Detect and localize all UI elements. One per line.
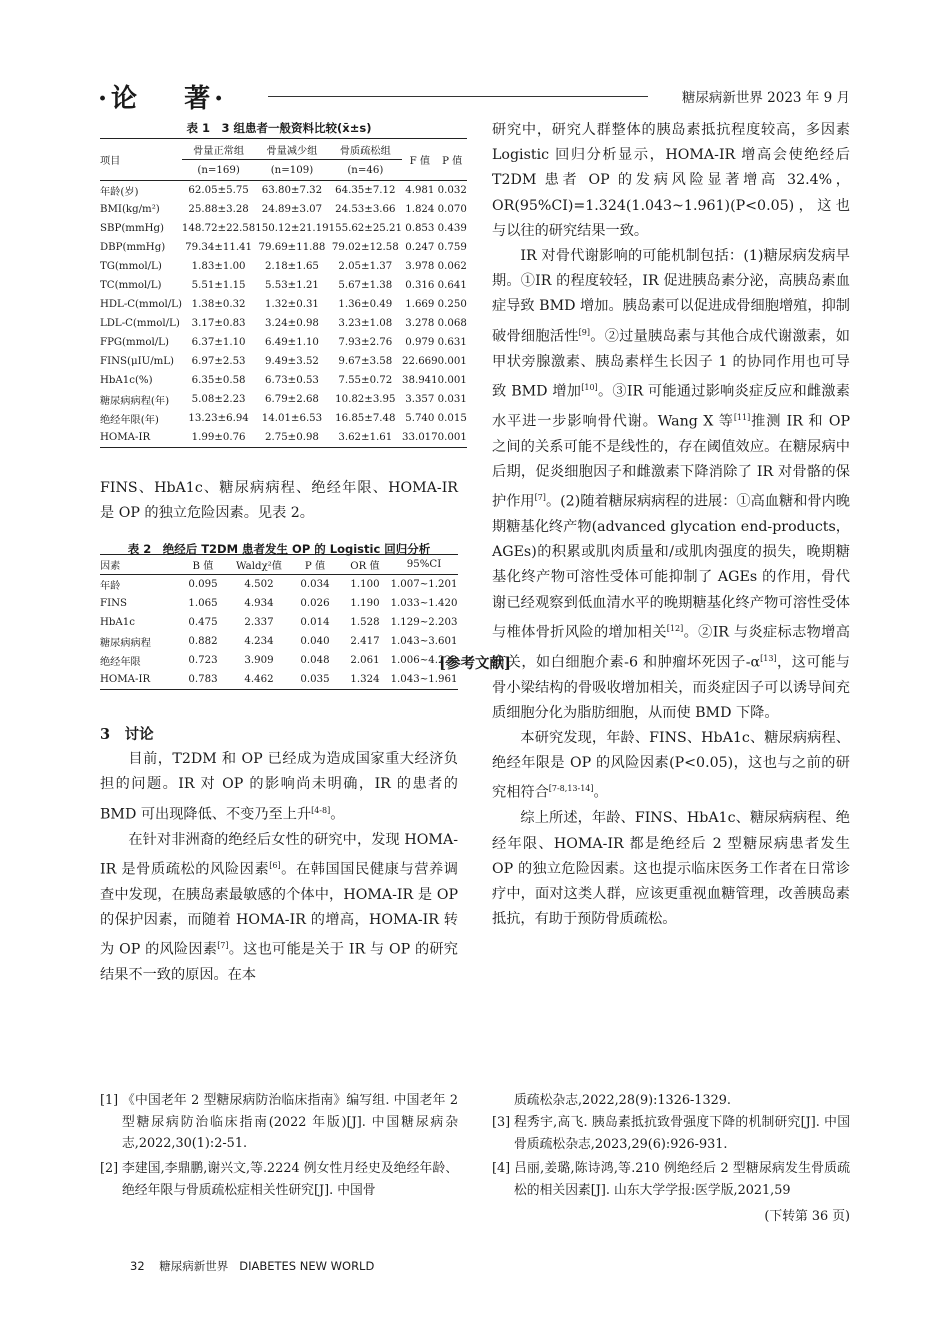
section-heading: 3 讨论 xyxy=(100,726,154,743)
table-cell: 25.88±3.28 xyxy=(188,204,249,215)
table1-caption: 表 1 3 组患者一般资料比较(x̄±s) xyxy=(186,121,372,135)
table-row xyxy=(100,575,458,595)
table-cell: 0.070 xyxy=(437,204,467,215)
table1-body xyxy=(100,181,467,448)
table-row xyxy=(100,352,467,371)
table-cell: 5.51±1.15 xyxy=(191,280,246,291)
table-row xyxy=(100,181,467,201)
table-cell: 1.38±0.32 xyxy=(191,299,246,310)
table-cell: HbA1c xyxy=(100,617,135,628)
table2-header-cell: OR 值 xyxy=(340,555,390,575)
table-cell: HDL-C(mmol/L) xyxy=(100,299,182,310)
page-number: 32 xyxy=(130,1259,145,1273)
table-cell: 0.641 xyxy=(437,280,467,291)
table-cell: 0.095 xyxy=(188,579,218,590)
citation: [13] xyxy=(760,653,777,663)
citation: [7] xyxy=(534,493,546,503)
table-cell: 1.99±0.76 xyxy=(182,428,255,448)
table-cell: 糖尿病病程 xyxy=(100,638,151,649)
table-cell: 0.048 xyxy=(300,655,330,666)
paragraph: 目前，T2DM 和 OP 已经成为造成国家重大经济负担的问题。IR 对 OP 的影响尚未明确，IR 的患者的 BMD 可出现降低、不变乃至上升[4-8]。 xyxy=(100,751,458,823)
table-cell: 1.824 xyxy=(405,204,435,215)
table-cell: 4.981 xyxy=(402,181,438,201)
citation: [6] xyxy=(269,860,281,870)
table-cell: 148.72±22.58 xyxy=(181,223,256,234)
journal-name-cn: 糖尿病新世界 xyxy=(159,1259,229,1273)
table-cell: 1.669 xyxy=(405,299,435,310)
table-cell: 3.278 xyxy=(405,318,435,329)
table-cell: 0.040 xyxy=(300,636,330,647)
references-heading: [参考文献] xyxy=(439,655,511,672)
table-cell: 0.783 xyxy=(178,670,228,690)
table-row xyxy=(100,594,458,613)
table-cell: 5.740 xyxy=(405,413,435,424)
table-row xyxy=(100,613,458,632)
table-cell: 1.033~1.420 xyxy=(390,598,458,609)
table-cell: 1.528 xyxy=(350,617,380,628)
table-cell: 0.475 xyxy=(188,617,218,628)
table-cell: 3.24±0.98 xyxy=(265,318,319,329)
table-cell: 4.502 xyxy=(244,579,274,590)
table-cell: 63.80±7.32 xyxy=(255,181,328,201)
table-cell: 24.89±3.07 xyxy=(261,204,323,215)
paragraph: FINS、HbA1c、糖尿病病程、绝经年限、HOMA-IR 是 OP 的独立危险因素。见表 2。 xyxy=(100,480,458,522)
table2-header-cell: 因素 xyxy=(100,555,178,575)
table-cell: HOMA-IR xyxy=(100,670,178,690)
table-cell: 0.015 xyxy=(437,413,467,424)
table1-header-n: (n=46) xyxy=(329,160,402,181)
citation: [11] xyxy=(733,412,751,422)
table-cell: FPG(mmol/L) xyxy=(100,337,169,348)
reference-item: 质疏松杂志,2022,28(9):1326-1329. xyxy=(514,1093,731,1108)
table-cell: 3.23±1.08 xyxy=(338,318,393,329)
table-row xyxy=(100,333,467,352)
reference-item: [3] 程秀宇,高飞. 胰岛素抵抗致骨强度下降的机制研究[J]. 中国骨质疏松杂志,2023,29(6):926-931. xyxy=(492,1115,850,1152)
table-cell: HbA1c(%) xyxy=(100,375,153,386)
table-cell: 0.001 xyxy=(437,356,467,367)
table-cell: 4.234 xyxy=(244,636,274,647)
table-cell: 0.026 xyxy=(300,598,330,609)
table-cell: 0.439 xyxy=(437,223,467,234)
table-cell: 3.978 xyxy=(405,261,435,272)
table-cell: 0.031 xyxy=(437,394,467,405)
citation: [9] xyxy=(578,327,591,337)
table-row xyxy=(100,314,467,333)
right-column xyxy=(492,118,850,932)
paragraph: 综上所述，年龄、FINS、HbA1c、糖尿病病程、绝经年限、HOMA-IR 都是绝经后 2 型糖尿病患者发生 OP 的独立危险因素。这也提示临床医务工作者在日常诊疗中，面对这类人群，应该更重视血糖管理，改善胰岛素抵抗，有助于预防骨质疏松。 xyxy=(492,810,850,928)
table-cell: 0.250 xyxy=(437,299,467,310)
table-cell: 0.001 xyxy=(438,428,467,448)
table-cell: 14.01±6.53 xyxy=(261,413,323,424)
paragraph: 研究中，研究人群整体的胰岛素抵抗程度较高，多因素 Logistic 回归分析显示，HOMA-IR 增高会使绝经后 T2DM 患者 OP 的发病风险显著增高 32.4%，OR(95%CI)=1.324(1.043~1.961)(P<0.05)，这也与以往的研究结果一致。 xyxy=(492,122,850,239)
table-cell: 5.67±1.38 xyxy=(338,280,393,291)
table-cell: 79.34±11.41 xyxy=(185,242,253,253)
table2-header-cell: 95%CI xyxy=(390,555,458,575)
section-label: ·论 著· xyxy=(98,84,228,114)
table-cell: 0.247 xyxy=(405,242,435,253)
table-cell: FINS(μIU/mL) xyxy=(100,356,175,367)
paragraph: 本研究发现，年龄、FINS、HbA1c、糖尿病病程、绝经年限是 OP 的风险因素(P<0.05)，这也与之前的研究相符合[7-8,13-14]。 xyxy=(492,730,850,802)
table-cell: 0.001 xyxy=(437,375,467,386)
table-cell: 1.190 xyxy=(350,598,380,609)
table1 xyxy=(100,138,467,448)
table-cell: TG(mmol/L) xyxy=(100,261,162,272)
page-footer xyxy=(130,1258,374,1274)
table2-header-cell: Waldχ²值 xyxy=(228,555,290,575)
table-cell: 0.316 xyxy=(405,280,435,291)
table-cell: 绝经年限(年) xyxy=(100,415,159,426)
table-cell: 33.017 xyxy=(402,428,438,448)
table-cell: 0.979 xyxy=(405,337,435,348)
citation: [12] xyxy=(666,623,684,633)
citation: [4-8] xyxy=(311,805,331,815)
table-cell: 6.79±2.68 xyxy=(265,394,319,405)
table-row xyxy=(100,390,467,409)
table-cell: 2.417 xyxy=(350,636,380,647)
table-cell: 0.759 xyxy=(437,242,467,253)
table-cell: 2.337 xyxy=(244,617,274,628)
table-cell: 2.061 xyxy=(350,655,380,666)
table-cell: SBP(mmHg) xyxy=(100,223,164,234)
table-row xyxy=(100,409,467,428)
table-cell: BMI(kg/m²) xyxy=(100,204,160,215)
table-cell: 62.05±5.75 xyxy=(182,181,255,201)
table-cell: 2.75±0.98 xyxy=(255,428,328,448)
table-cell: 1.32±0.31 xyxy=(265,299,319,310)
table-cell: 1.100 xyxy=(350,579,380,590)
table-cell: 0.034 xyxy=(300,579,330,590)
table-row xyxy=(100,371,467,390)
reference-item: [4] 吕丽,姜璐,陈诗鸿,等.210 例绝经后 2 型糖尿病发生骨质疏松的相关因素[J]. 山东大学学报:医学版,2021,59 xyxy=(492,1161,850,1198)
table-cell: 3.357 xyxy=(405,394,435,405)
table-cell: 1.324 xyxy=(340,670,390,690)
table-cell: LDL-C(mmol/L) xyxy=(100,318,180,329)
table-cell: 7.93±2.76 xyxy=(338,337,393,348)
table-cell: 3.62±1.61 xyxy=(329,428,402,448)
table-cell: 24.53±3.66 xyxy=(335,204,396,215)
table-cell: 1.007~1.201 xyxy=(390,579,458,590)
table-cell: 6.35±0.58 xyxy=(191,375,246,386)
table1-header-n: (n=169) xyxy=(182,160,255,181)
table-cell: 4.462 xyxy=(228,670,290,690)
table1-header-p: P 值 xyxy=(438,139,467,181)
table-cell: 0.068 xyxy=(437,318,467,329)
table-cell: 1.83±1.00 xyxy=(191,261,246,272)
table-cell: 16.85±7.48 xyxy=(335,413,396,424)
table-cell: 0.032 xyxy=(438,181,467,201)
table-cell: 4.934 xyxy=(244,598,274,609)
table-row xyxy=(100,632,458,651)
table-row xyxy=(100,276,467,295)
table-cell: 150.12±21.19 xyxy=(255,223,329,234)
table-cell: DBP(mmHg) xyxy=(100,242,166,253)
citation: [10] xyxy=(581,382,598,392)
table-cell: 糖尿病病程(年) xyxy=(100,396,170,407)
table1-header-item: 项目 xyxy=(100,139,182,181)
table-cell: 5.53±1.21 xyxy=(265,280,319,291)
table2-header-cell: B 值 xyxy=(178,555,228,575)
table-cell: 6.37±1.10 xyxy=(191,337,246,348)
table-cell: 年龄(岁) xyxy=(100,181,182,201)
table-row xyxy=(100,219,467,238)
table-cell: 64.35±7.12 xyxy=(329,181,402,201)
table-cell: 0.882 xyxy=(188,636,218,647)
table1-header-group: 骨质疏松组 xyxy=(329,139,402,160)
table-cell: 10.82±3.95 xyxy=(335,394,396,405)
table-cell: 79.02±12.58 xyxy=(331,242,399,253)
table-cell: 0.853 xyxy=(405,223,435,234)
table-cell: 3.909 xyxy=(244,655,274,666)
citation: [7-8,13-14] xyxy=(548,784,594,794)
table1-header-f: F 值 xyxy=(402,139,438,181)
table-cell: 0.062 xyxy=(437,261,467,272)
reference-item: [1] 《中国老年 2 型糖尿病防治临床指南》编写组. 中国老年 2 型糖尿病防治临床指南(2022 年版)[J]. 中国糖尿病杂志,2022,30(1):2-51. xyxy=(100,1093,458,1151)
table-cell: 9.67±3.58 xyxy=(338,356,393,367)
journal-date: 糖尿病新世界 2023 年 9 月 xyxy=(681,90,850,106)
continued-note: (下转第 36 页) xyxy=(764,1209,850,1224)
paragraph: IR 对骨代谢影响的可能机制包括：(1)糖尿病发病早期。①IR 的程度较轻，IR 促进胰岛素分泌，高胰岛素血症导致 BMD 增加。胰岛素可以促进成骨细胞增殖，抑制破骨细胞活性[9]。②过量胰岛素与其他合成代谢激素，如甲状旁腺激素、胰岛素样生长因子 1 的协同作用也可导致 BMD 增加[10]。③IR 可能通过影响炎症反应和雌激素水平进一步影响骨代谢。Wang X 等[11]推测 IR 和 OP 之间的关系可能不是线性的，存在阈值效应。在糖尿病中后期，促炎细胞因子和雌激素下降消除了 IR 对骨骼的保护作用[7]。(2)随着糖尿病病程的进展：①高血糖和骨内晚期糖基化终产物(advanced glycation end-products，AGEs)的积累或肌肉质量和/或肌肉强度的损失，晚期糖基化终产物可溶性受体可能抑制了 AGEs 的作用，骨代谢已经观察到低血清水平的晚期糖基化终产物可溶性受体与椎体骨折风险的增加相关[12]。②IR 与炎症标志物增高有关，如白细胞介素-6 和肿瘤坏死因子-α[13]，这可能与骨小梁结构的骨吸收增加相关，而炎症因子可以诱导间充质细胞分化为脂肪细胞，从而使 BMD 下降。 xyxy=(492,248,850,721)
table-cell: 6.73±0.53 xyxy=(265,375,319,386)
table-row xyxy=(100,238,467,257)
table-cell: 0.014 xyxy=(300,617,330,628)
table2-header-cell: P 值 xyxy=(290,555,340,575)
table-cell: 0.631 xyxy=(437,337,467,348)
table-cell: 9.49±3.52 xyxy=(265,356,319,367)
table-row xyxy=(100,257,467,276)
left-column-top xyxy=(100,476,458,526)
table-row xyxy=(100,428,467,448)
table-cell: 1.129~2.203 xyxy=(390,617,458,628)
table-cell: 7.55±0.72 xyxy=(338,375,393,386)
table-cell: 3.17±0.83 xyxy=(191,318,246,329)
table-cell: 5.08±2.23 xyxy=(191,394,246,405)
table-cell: 1.043~3.601 xyxy=(390,636,458,647)
table-cell: FINS xyxy=(100,598,127,609)
paragraph: 在针对非洲裔的绝经后女性的研究中，发现 HOMA-IR 是骨质疏松的风险因素[6]。在韩国国民健康与营养调查中发现，在胰岛素最敏感的个体中，HOMA-IR 是 OP 的保护因素，而随着 HOMA-IR 的增高，HOMA-IR 转为 OP 的风险因素[7]。这也可能是关于 IR 与 OP 的研究结果不一致的原因。在本 xyxy=(100,831,458,984)
citation: [7] xyxy=(217,941,229,951)
table-cell: 155.62±25.21 xyxy=(328,223,402,234)
table-cell: 13.23±6.94 xyxy=(188,413,249,424)
table-cell: 2.05±1.37 xyxy=(338,261,393,272)
table2-caption: 表 2 绝经后 T2DM 患者发生 OP 的 Logistic 回归分析 xyxy=(127,542,431,556)
table-cell: 38.941 xyxy=(402,375,438,386)
table-cell: 1.36±0.49 xyxy=(338,299,393,310)
table-cell: 0.035 xyxy=(290,670,340,690)
table-cell: 年龄 xyxy=(100,581,121,592)
table-row xyxy=(100,295,467,314)
table-cell: HOMA-IR xyxy=(100,428,182,448)
table-cell: 0.723 xyxy=(188,655,218,666)
table-cell: TC(mmol/L) xyxy=(100,280,162,291)
left-column-discussion xyxy=(100,722,458,988)
table-cell: 绝经年限 xyxy=(100,657,141,668)
table-cell: 1.043~1.961 xyxy=(390,670,458,690)
table-row xyxy=(100,200,467,219)
table-cell: 2.18±1.65 xyxy=(265,261,319,272)
table1-header-group: 骨量正常组 xyxy=(182,139,255,160)
journal-name-en: DIABETES NEW WORLD xyxy=(239,1259,375,1273)
table-cell: 79.69±11.88 xyxy=(258,242,326,253)
table-cell: 22.669 xyxy=(402,356,438,367)
table1-header-group: 骨量减少组 xyxy=(255,139,328,160)
table-cell: 6.49±1.10 xyxy=(265,337,319,348)
table1-header-n: (n=109) xyxy=(255,160,328,181)
reference-item: [2] 李建国,李鼎鹏,谢兴文,等.2224 例女性月经史及绝经年龄、绝经年限与骨质疏松症相关性研究[J]. 中国骨 xyxy=(100,1161,458,1198)
table-cell: 1.065 xyxy=(188,598,218,609)
table-cell: 6.97±2.53 xyxy=(191,356,246,367)
header-rule xyxy=(268,96,648,97)
table-cell: 1.006~4.222 xyxy=(390,655,458,666)
